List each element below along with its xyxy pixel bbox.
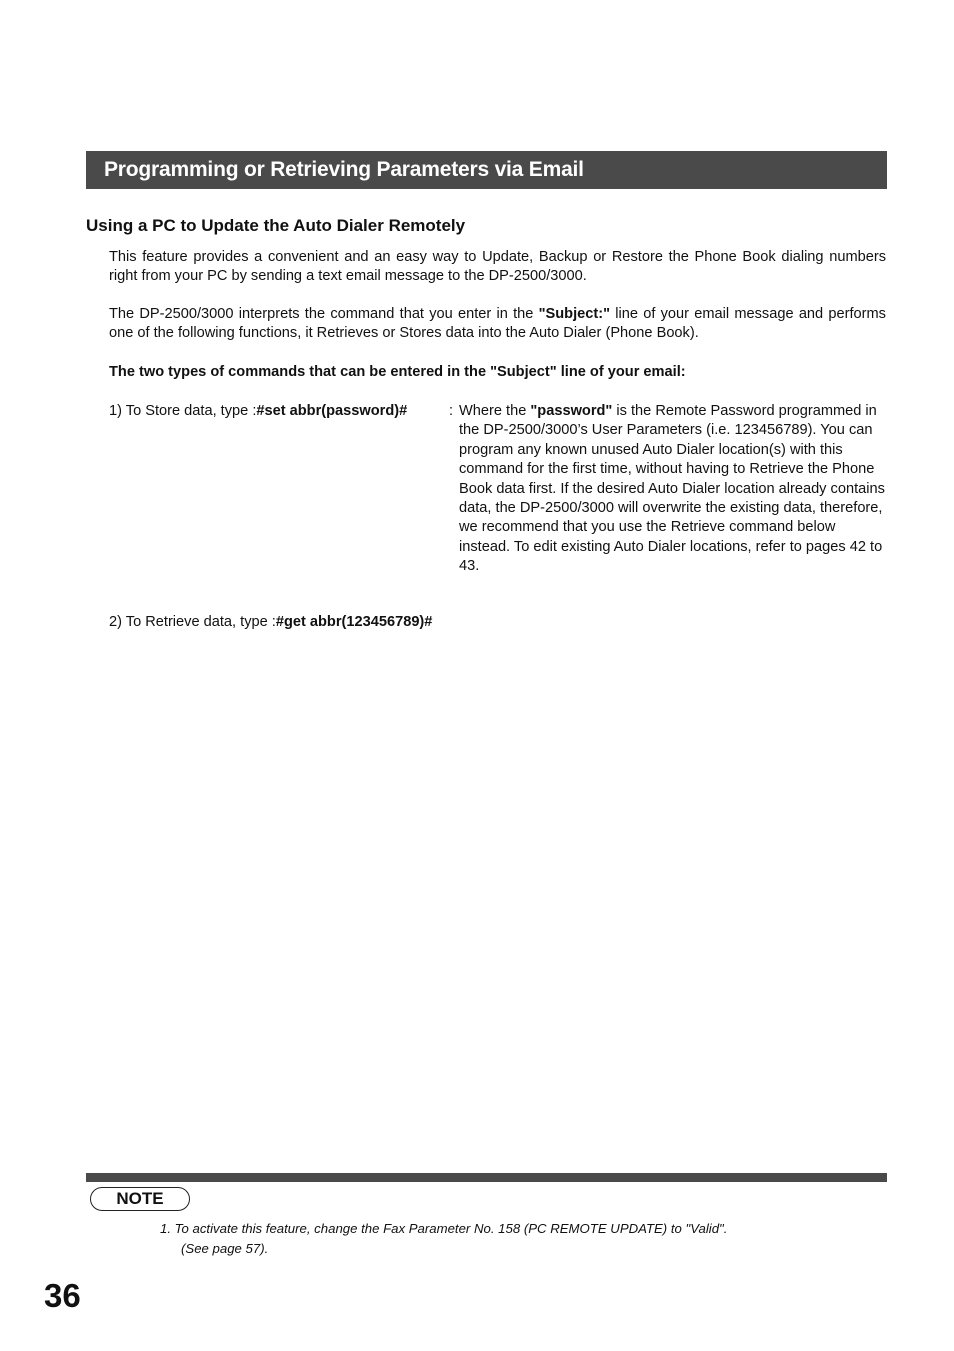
store-command-description [459,402,889,577]
intro-paragraph: This feature provides a convenient and an easy way to Update, Backup or Restore the Phone Book dialing numbers right from your PC by sending a text email message to the DP-2500/3000. [109,249,886,285]
store-command-prefix: 1) To Store data, type : [109,403,257,419]
retrieve-command-line [109,613,432,632]
interpret-text-after: line of your email message and performs one of the following functions, it Retrieves or Stores data into the Auto Dialer (Phone Book). [109,306,886,342]
note-badge: NOTE [90,1187,190,1211]
store-command-line [109,402,407,421]
note-line-2: (See page 57). [181,1240,269,1256]
note-line-1: 1. To activate this feature, change the Fax Parameter No. 158 (PC REMOTE UPDATE) to "Valid". [160,1221,728,1236]
section-title-bar [86,151,887,189]
note-text [160,1219,860,1258]
store-command: #set abbr(password)# [256,403,408,419]
store-desc-before: Where the [459,403,531,419]
store-desc-after: is the Remote Password programmed in the DP-2500/3000’s User Parameters (i.e. 123456789). You can program any known unused Auto Dialer location(s) with this command for the first time, without having to Retrieve the Phone Book data first. If the desired Auto Dialer location already contains data, the DP-2500/3000 will overwrite the existing data, therefore, we recommend that you use the Retrieve command below instead. To edit existing Auto Dialer locations, refer to pages 42 to 43. [459,403,885,575]
retrieve-command: #get abbr(123456789)# [275,614,433,630]
section-title: Programming or Retrieving Parameters via Email [104,158,584,181]
password-keyword: "password" [530,403,613,419]
interpret-text-before: The DP-2500/3000 interprets the command that you enter in the [109,306,539,322]
page-number: 36 [44,1277,81,1314]
note-divider [86,1173,887,1182]
subject-keyword: "Subject:" [538,306,611,322]
subheading: Using a PC to Update the Auto Dialer Remotely [86,216,466,235]
retrieve-command-prefix: 2) To Retrieve data, type : [109,614,276,630]
interpret-paragraph [109,305,886,344]
commands-heading: The two types of commands that can be entered in the "Subject" line of your email: [109,364,686,380]
store-command-separator: : [449,403,454,419]
